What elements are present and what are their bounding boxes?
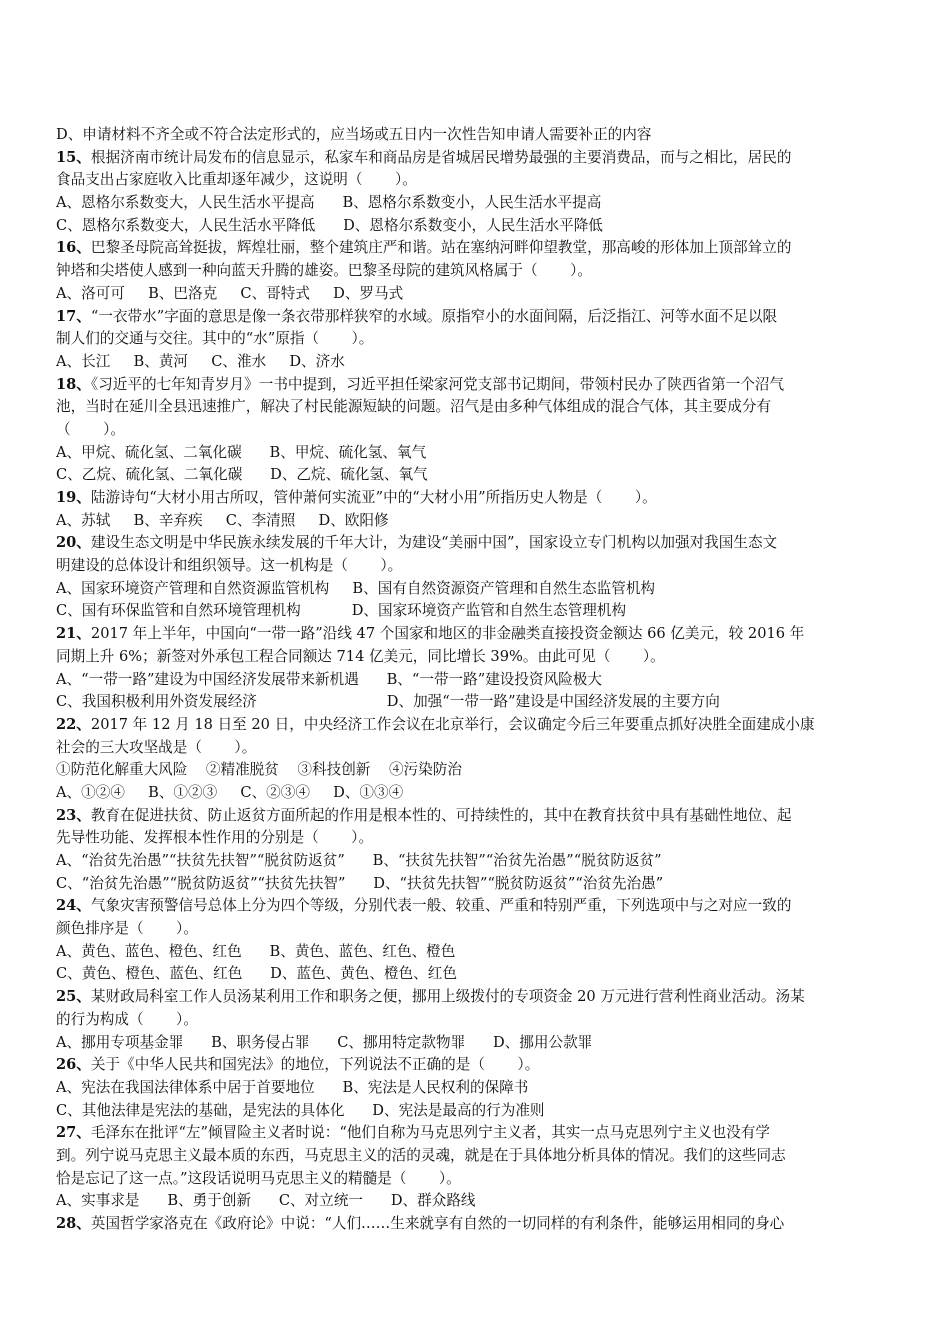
text-line: C、乙烷、硫化氢、二氧化碳 D、乙烷、硫化氢、氧气 — [56, 466, 428, 484]
question-number: 27、 — [56, 1124, 91, 1142]
text-line: ①防范化解重大风险 ②精准脱贫 ③科技创新 ④污染防治 — [56, 761, 462, 779]
text-line — [56, 1122, 896, 1145]
text-line — [56, 986, 896, 1009]
question-number: 22、 — [56, 715, 91, 733]
text-line: 同期上升 6%；新签对外承包工程合同额达 714 亿美元，同比增长 39%。由此可见（ ）。 — [56, 647, 665, 665]
text-line — [56, 306, 896, 329]
question-text: “一衣带水”字面的意思是像一条衣带那样狭窄的水域。原指窄小的水面间隔，后泛指江、河等水面不足以限 — [90, 307, 778, 325]
text-line — [56, 805, 896, 828]
text-line: D、申请材料不齐全或不符合法定形式的，应当场或五日内一次性告知申请人需要补正的内容 — [56, 126, 652, 143]
text-line — [56, 895, 896, 918]
text-line: A、“治贫先治愚”“扶贫先扶智”“脱贫防返贫” B、“扶贫先扶智”“治贫先治愚”“脱贫防返贫” — [56, 852, 662, 869]
text-line: C、其他法律是宪法的基础，是宪法的具体化 D、宪法是最高的行为准则 — [56, 1101, 545, 1119]
text-line: A、苏轼 B、辛弃疾 C、李清照 D、欧阳修 — [56, 511, 389, 529]
question-number: 24、 — [56, 897, 91, 915]
text-line: 池，当时在延川全县迅速推广，解决了村民能源短缺的问题。沼气是由多种气体组成的混合气体，其主要成分有 — [56, 398, 772, 416]
text-line: A、恩格尔系数变大，人民生活水平提高 B、恩格尔系数变小，人民生活水平提高 — [56, 194, 602, 212]
question-text: 气象灾害预警信号总体上分为四个等级，分别代表一般、较重、严重和特别严重，下列选项中与之对应一致的 — [90, 897, 792, 915]
question-text: 建设生态文明是中华民族永续发展的千年大计，为建设“美丽中国”，国家设立专门机构以加强对我国生态文 — [90, 534, 778, 552]
text-line: C、黄色、橙色、蓝色、红色 D、蓝色、黄色、橙色、红色 — [56, 965, 457, 983]
text-line — [56, 237, 896, 260]
text-line: A、洛可可 B、巴洛克 C、哥特式 D、罗马式 — [56, 284, 404, 302]
exam-page — [56, 124, 896, 1236]
question-text: 教育在促进扶贫、防止返贫方面所起的作用是根本性的、可持续性的，其中在教育扶贫中具有基础性地位、起 — [90, 806, 792, 824]
question-number: 16、 — [56, 239, 91, 257]
question-number: 21、 — [56, 625, 91, 643]
question-number: 18、 — [56, 375, 91, 393]
question-number: 25、 — [56, 988, 91, 1006]
question-text: 2017 年 12 月 18 日至 20 日，中央经济工作会议在北京举行，会议确定今后三年要重点抓好决胜全面建成小康 — [90, 715, 815, 733]
text-line: A、实事求是 B、勇于创新 C、对立统一 D、群众路线 — [56, 1192, 476, 1210]
question-number: 17、 — [56, 307, 91, 325]
text-line — [56, 487, 896, 510]
text-line: A、①②④ B、①②③ C、②③④ D、①③④ — [56, 783, 404, 801]
question-number: 20、 — [56, 534, 91, 552]
question-number: 26、 — [56, 1056, 91, 1074]
question-text: 陆游诗句“大材小用古所叹，管仲萧何实流亚”中的“大材小用”所指历史人物是（ ）。 — [90, 489, 657, 506]
text-line: 制人们的交通与交往。其中的“水”原指（ ）。 — [56, 330, 374, 348]
text-line: 明建设的总体设计和组织领导。这一机构是（ ）。 — [56, 557, 403, 575]
text-line: C、我国积极利用外资发展经济 D、加强“一带一路”建设是中国经济发展的主要方向 — [56, 693, 720, 711]
question-text: 英国哲学家洛克在《政府论》中说：“人们……生来就享有自然的一切同样的有利条件，能够运用相同的身心 — [90, 1215, 785, 1232]
question-text: 巴黎圣母院高耸挺拔，辉煌壮丽，整个建筑庄严和谐。站在塞纳河畔仰望教堂，那高峻的形体加上顶部耸立的 — [90, 239, 792, 257]
text-line: A、宪法在我国法律体系中居于首要地位 B、宪法是人民权利的保障书 — [56, 1078, 529, 1096]
text-line: 钟塔和尖塔使人感到一种向蓝天升腾的雄姿。巴黎圣母院的建筑风格属于（ ）。 — [56, 262, 592, 280]
text-line — [56, 623, 896, 646]
text-line: 到。列宁说马克思主义最本质的东西，马克思主义的活的灵魂，就是在于具体地分析具体的情况。我们的这些同志 — [56, 1146, 786, 1164]
text-line: A、挪用专项基金罪 B、职务侵占罪 C、挪用特定款物罪 D、挪用公款罪 — [56, 1033, 593, 1051]
text-line — [56, 1213, 896, 1236]
text-line: C、国有环保监管和自然环境管理机构 D、国家环境资产监管和自然生态管理机构 — [56, 602, 627, 620]
text-line: C、“治贫先治愚”“脱贫防返贫”“扶贫先扶智” D、“扶贫先扶智”“脱贫防返贫”“治贫先治愚” — [56, 874, 664, 892]
text-line: 食品支出占家庭收入比重却逐年减少，这说明（ ）。 — [56, 171, 417, 189]
text-line — [56, 374, 896, 397]
text-line — [56, 532, 896, 555]
question-number: 28、 — [56, 1215, 91, 1232]
text-line — [56, 714, 896, 737]
question-text: 某财政局科室工作人员汤某利用工作和职务之便，挪用上级拨付的专项资金 20 万元进行营利性商业活动。汤某 — [90, 988, 805, 1006]
text-line: （ ）。 — [56, 420, 125, 438]
question-text: 2017 年上半年，中国向“一带一路”沿线 47 个国家和地区的非金融类直接投资金额达 66 亿美元，较 2016 年 — [90, 625, 805, 643]
text-line: A、黄色、蓝色、橙色、红色 B、黄色、蓝色、红色、橙色 — [56, 942, 456, 960]
text-line: A、国家环境资产管理和自然资源监管机构 B、国有自然资源资产管理和自然生态监管机构 — [56, 579, 656, 597]
text-line: 社会的三大攻坚战是（ ）。 — [56, 738, 257, 756]
question-text: 根据济南市统计局发布的信息显示，私家车和商品房是省城居民增势最强的主要消费品，而与之相比，居民的 — [90, 148, 792, 166]
question-text: 《习近平的七年知青岁月》一书中提到，习近平担任梁家河党支部书记期间，带领村民办了陕西省第一个沼气 — [90, 375, 785, 393]
text-line: 的行为构成（ ）。 — [56, 1010, 198, 1028]
text-line: 颜色排序是（ ）。 — [56, 920, 198, 938]
text-line: C、恩格尔系数变大，人民生活水平降低 D、恩格尔系数变小，人民生活水平降低 — [56, 216, 603, 234]
question-number: 23、 — [56, 806, 91, 824]
question-number: 19、 — [56, 489, 91, 506]
text-line: 先导性功能、发挥根本性作用的分别是（ ）。 — [56, 829, 374, 847]
question-text: 毛泽东在批评“左”倾冒险主义者时说：“他们自称为马克思列宁主义者，其实一点马克思列宁主义也没有学 — [90, 1124, 771, 1142]
text-line — [56, 147, 896, 170]
text-line: 恰是忘记了这一点。”这段话说明马克思主义的精髓是（ ）。 — [56, 1169, 461, 1187]
text-line — [56, 1054, 896, 1077]
question-number: 15、 — [56, 148, 91, 166]
text-line: A、长江 B、黄河 C、淮水 D、济水 — [56, 352, 345, 370]
text-line: A、甲烷、硫化氢、二氧化碳 B、甲烷、硫化氢、氧气 — [56, 443, 427, 461]
text-line: A、“一带一路”建设为中国经济发展带来新机遇 B、“一带一路”建设投资风险极大 — [56, 670, 602, 688]
question-text: 关于《中华人民共和国宪法》的地位，下列说法不正确的是（ ）。 — [90, 1056, 540, 1074]
